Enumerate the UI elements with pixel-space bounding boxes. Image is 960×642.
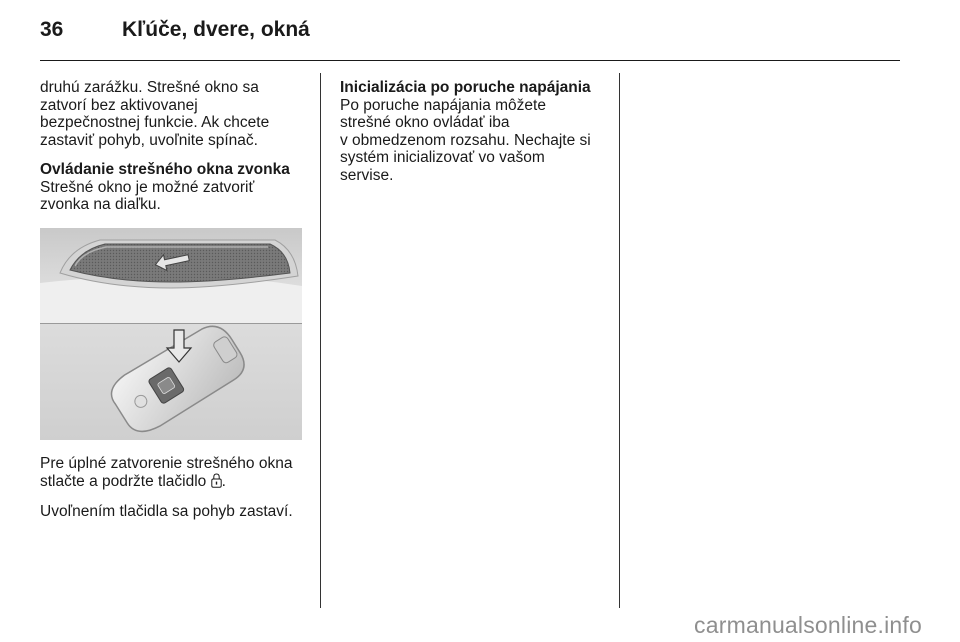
section-heading: Ovládanie strešného okna zvonka [40,161,290,178]
column-divider-2 [619,73,620,608]
chapter-title: Kľúče, dvere, okná [122,18,310,41]
column-divider-1 [320,73,321,608]
text-line: servise. [340,166,394,184]
key-fob-illustration [40,324,302,440]
page-header [40,18,900,48]
column-left [40,79,312,226]
text-line: zastaviť pohyb, uvoľnite spínač. [40,131,258,149]
watermark: carmanualsonline.info [694,612,922,638]
text-line: stlačte a podržte tlačidlo [40,472,211,490]
roof-key-figure [40,228,302,440]
text-line: bezpečnostnej funkcie. Ak chcete [40,114,270,131]
section-paragraph [40,179,312,214]
text-line: strešné okno ovládať iba [340,114,510,131]
text-line: zatvorí bez aktivovanej [40,96,198,114]
column-middle [340,79,610,196]
text-line: systém inicializovať vo vašom [340,149,545,166]
intro-paragraph [40,79,312,149]
lock-icon [211,473,222,493]
text-line: zvonka na diaľku. [40,196,161,213]
initialization-paragraph [340,97,610,185]
text-line: druhú zarážku. Strešné okno sa [40,79,259,96]
instruction-paragraph [40,455,312,492]
car-roof-illustration [40,228,302,323]
initialization-heading: Inicializácia po poruche napájania [340,79,591,96]
text-line: . [221,472,226,490]
page-number: 36 [40,18,64,41]
text-line: Po poruche napájania môžete [340,96,546,114]
text-line: Strešné okno je možné zatvoriť [40,178,255,196]
figure-caption-text [40,455,312,532]
release-paragraph: Uvoľnením tlačidla sa pohyb zastaví. [40,503,293,520]
text-line: v obmedzenom rozsahu. Nechajte si [340,131,591,149]
text-line: Pre úplné zatvorenie strešného okna [40,455,293,472]
header-rule [40,60,900,61]
